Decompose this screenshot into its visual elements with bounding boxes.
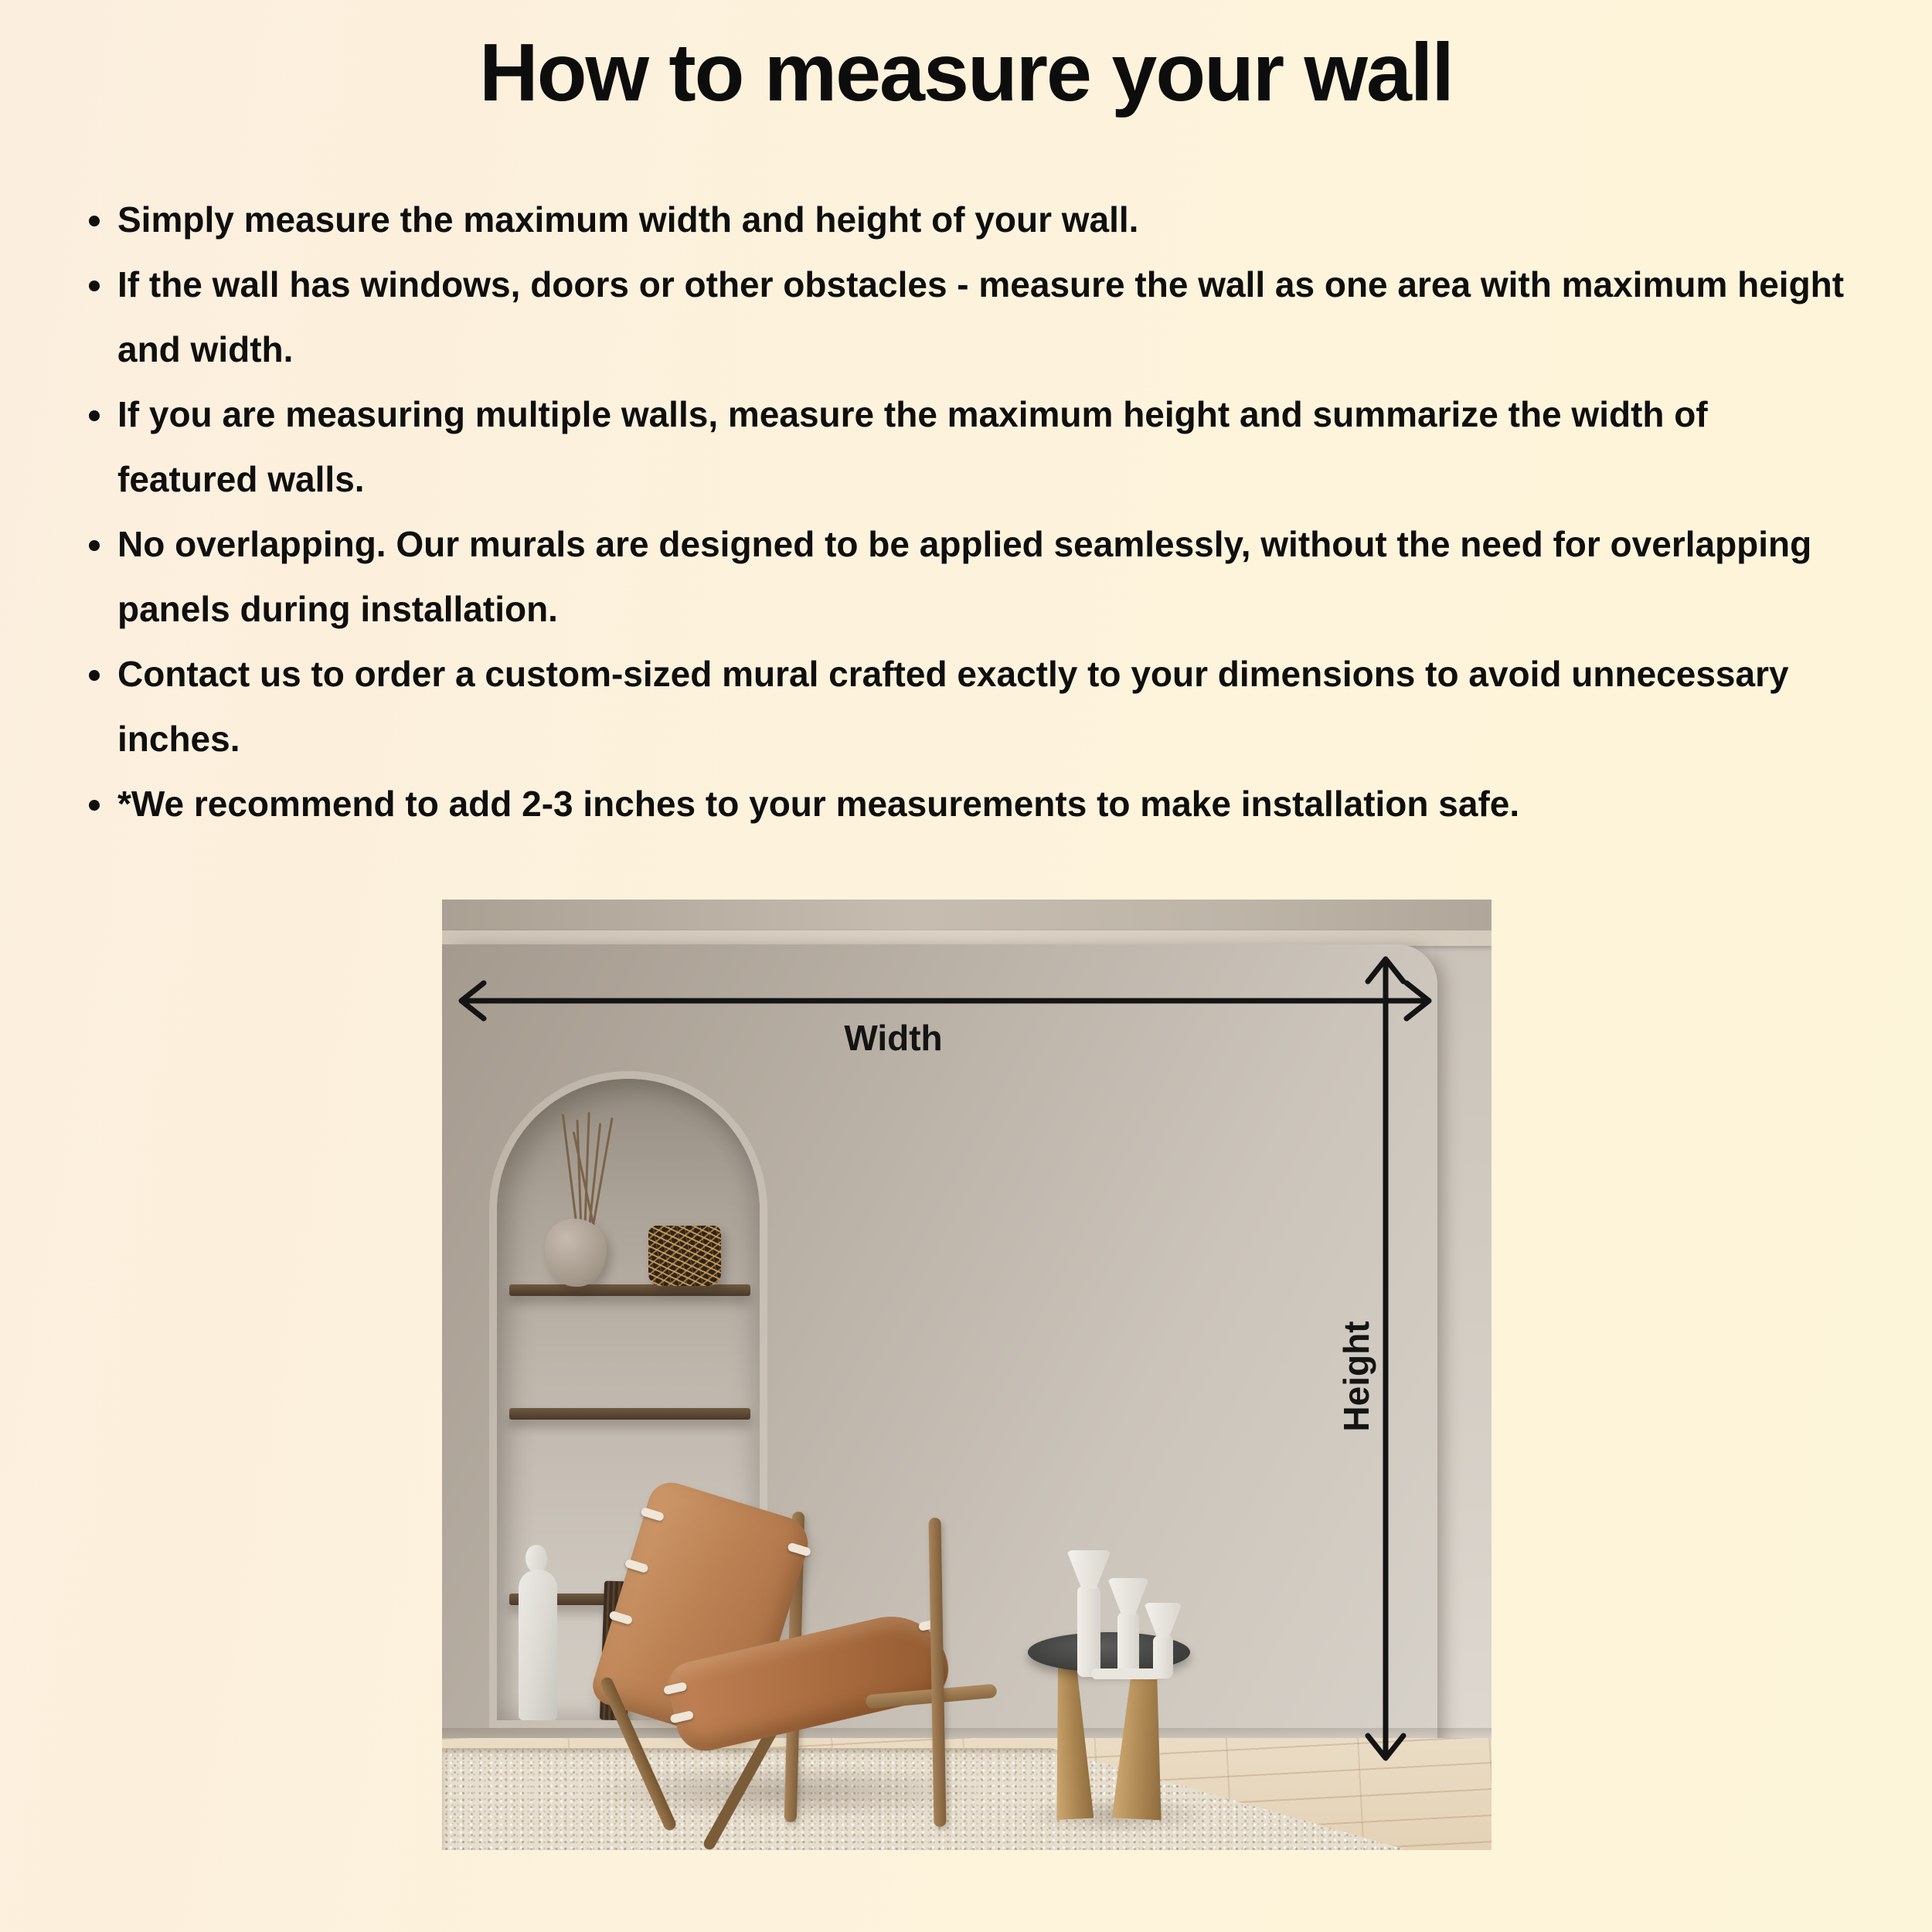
instruction-item: • Simply measure the maximum width and height of your wall. (116, 187, 1855, 252)
measurement-arrows (442, 900, 1492, 1850)
instruction-item: • If the wall has windows, doors or other obstacles - measure the wall as one area with maximum height and width. (116, 252, 1855, 382)
room-photo (442, 900, 1492, 1850)
instruction-item: • If you are measuring multiple walls, measure the maximum height and summarize the width of featured walls. (116, 382, 1855, 512)
page-title: How to measure your wall (479, 27, 1453, 118)
instruction-item: • *We recommend to add 2-3 inches to your measurements to make installation safe. (116, 771, 1855, 836)
instruction-item: • No overlapping. Our murals are designed to be applied seamlessly, without the need for overlapping panels during installation. (116, 512, 1855, 641)
instruction-list (77, 187, 1855, 836)
height-label: Height (1336, 1321, 1376, 1432)
instruction-item: • Contact us to order a custom-sized mural crafted exactly to your dimensions to avoid unnecessary inches. (116, 641, 1855, 771)
width-label: Width (844, 1018, 943, 1058)
width-arrow (461, 983, 1429, 1019)
